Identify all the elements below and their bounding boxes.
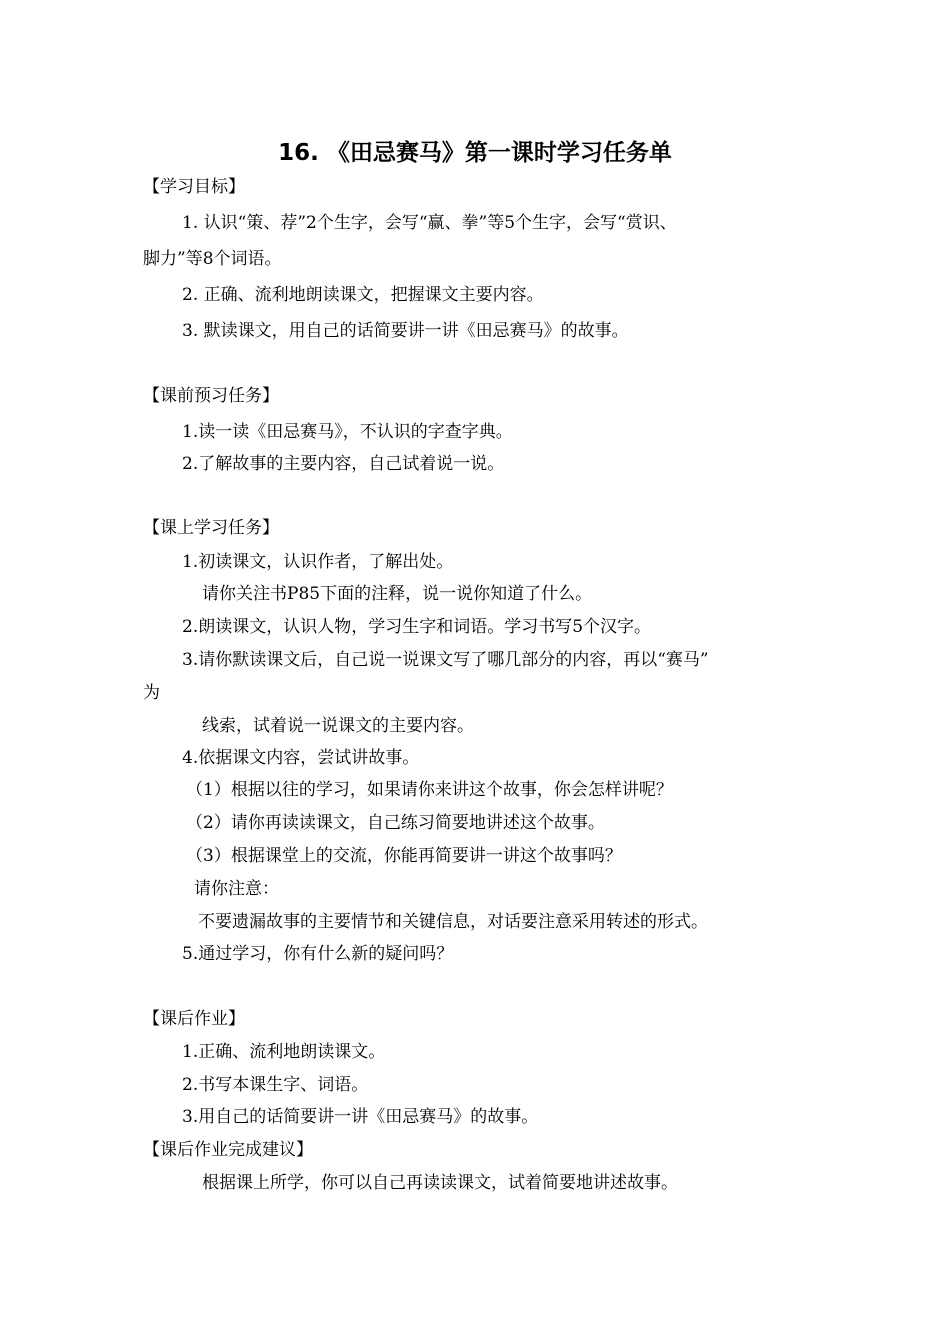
objective-2: 2. 正确、流利地朗读课文，把握课文主要内容。	[182, 285, 544, 305]
objective-1-line-2: 脚力”等8个词语。	[143, 249, 282, 269]
class-task-4: 4.依据课文内容，尝试讲故事。	[182, 748, 420, 768]
class-task-4-sub-2: （2）请你再读读课文，自己练习简要地讲述这个故事。	[186, 813, 605, 833]
class-task-1-detail: 请你关注书P85下面的注释，说一说你知道了什么。	[202, 584, 593, 604]
homework-3: 3.用自己的话简要讲一讲《田忌赛马》的故事。	[182, 1107, 539, 1127]
class-task-4-sub-1: （1）根据以往的学习，如果请你来讲这个故事，你会怎样讲呢？	[186, 780, 673, 800]
section-heading-class-tasks: 【课上学习任务】	[143, 518, 279, 538]
class-task-3-line-3: 线索，试着说一说课文的主要内容。	[202, 716, 474, 736]
class-task-2: 2.朗读课文，认识人物，学习生字和词语。学习书写5个汉字。	[182, 617, 652, 637]
class-task-4-sub-3: （3）根据课堂上的交流，你能再简要讲一讲这个故事吗？	[186, 846, 622, 866]
homework-1: 1.正确、流利地朗读课文。	[182, 1042, 386, 1062]
class-task-3-line-2: 为	[143, 683, 160, 703]
class-task-1: 1.初读课文，认识作者，了解出处。	[182, 552, 454, 572]
homework-tips-text: 根据课上所学，你可以自己再读读课文，试着简要地讲述故事。	[202, 1173, 678, 1193]
section-heading-preview: 【课前预习任务】	[143, 386, 279, 406]
class-task-3-line-1: 3.请你默读课文后，自己说一说课文写了哪几部分的内容，再以“赛马”	[182, 650, 709, 670]
document-title: 16. 《田忌赛马》第一课时学习任务单	[278, 140, 672, 166]
objective-3: 3. 默读课文，用自己的话简要讲一讲《田忌赛马》的故事。	[182, 321, 629, 341]
section-heading-objectives: 【学习目标】	[143, 177, 245, 197]
preview-task-1: 1.读一读《田忌赛马》，不认识的字查字典。	[182, 422, 513, 442]
class-task-note-text: 不要遗漏故事的主要情节和关键信息，对话要注意采用转述的形式。	[198, 912, 708, 932]
objective-1-line-1: 1. 认识“策、荐”2个生字，会写“赢、拳”等5个生字，会写“赏识、	[182, 213, 677, 233]
class-task-5: 5.通过学习，你有什么新的疑问吗？	[182, 944, 454, 964]
section-heading-homework: 【课后作业】	[143, 1009, 245, 1029]
homework-2: 2.书写本课生字、词语。	[182, 1075, 369, 1095]
preview-task-2: 2.了解故事的主要内容，自己试着说一说。	[182, 454, 505, 474]
section-heading-homework-tips: 【课后作业完成建议】	[143, 1140, 313, 1160]
class-task-note-label: 请你注意：	[194, 879, 279, 899]
